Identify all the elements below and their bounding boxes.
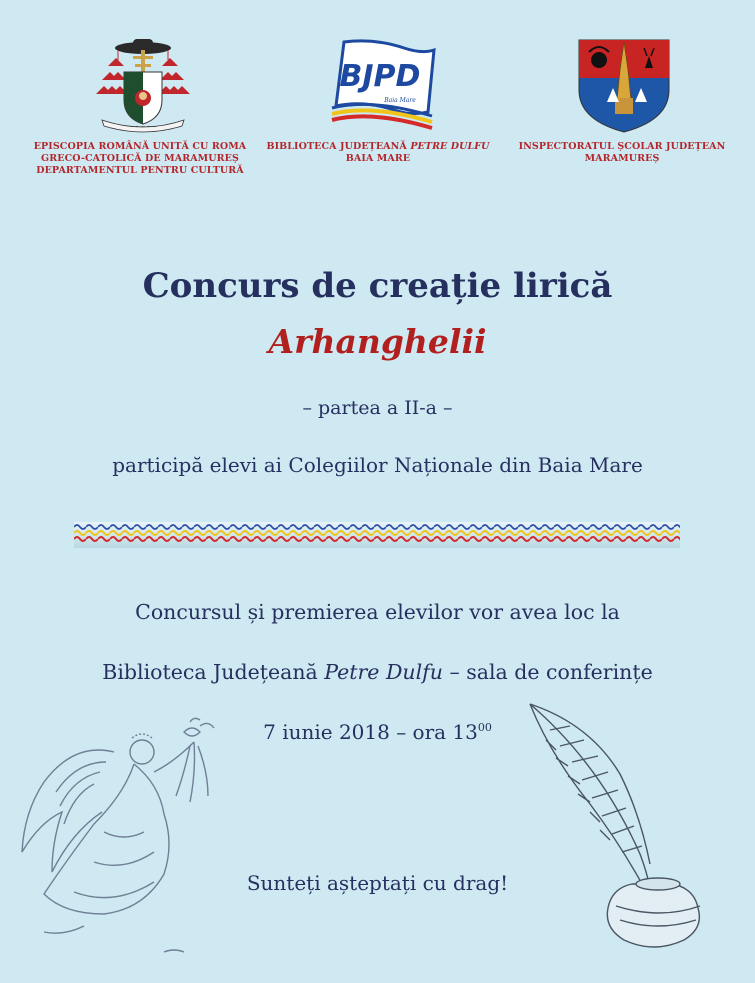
right-logo-caption — [507, 141, 737, 165]
svg-text:~ ~ ~ ~ ~: ~ ~ ~ ~ ~ — [129, 124, 157, 130]
episcopal-coat-of-arms-logo — [88, 36, 198, 136]
part-label: – partea a II-a – — [302, 397, 453, 419]
event-date: 7 iunie 2018 – ora $13^{00}$ — [263, 720, 492, 744]
event-info-line-2: Biblioteca Județeană Petre Dulfu – sala de conferințe — [102, 660, 653, 684]
middle-logo-caption — [256, 141, 500, 165]
middle-caption-line-2: BAIA MARE — [345, 153, 411, 164]
left-caption-line-1: EPISCOPIA ROMÂNĂ UNITĂ CU ROMA — [33, 141, 247, 152]
right-caption-line-2: MARAMUREȘ — [584, 153, 660, 164]
bjpd-logo-text: BJPD — [339, 59, 421, 94]
left-logo-caption — [20, 141, 260, 177]
bjpd-logo-subtext: Baia Mare — [384, 97, 416, 104]
archangel-illustration — [14, 712, 244, 962]
participants-line: participă elevi ai Colegiilor Naționale din Baia Mare — [112, 453, 643, 477]
maramures-county-shield — [577, 38, 671, 134]
event-info-line-1: Concursul și premierea elevilor vor avea loc la — [135, 600, 620, 624]
left-caption-line-2: GRECO-CATOLICĂ DE MARAMUREȘ — [41, 153, 239, 164]
page-subtitle: Arhanghelii — [268, 322, 487, 361]
right-caption-line-1: INSPECTORATUL ȘCOLAR JUDEȚEAN — [518, 141, 726, 152]
page-title: Concurs de creație lirică — [142, 266, 613, 306]
decorative-wave-band — [74, 522, 680, 548]
middle-caption-line-1: BIBLIOTECA JUDEȚEANĂ PETRE DULFU — [266, 141, 490, 152]
bjpd-library-logo — [322, 36, 442, 140]
left-caption-line-3: DEPARTAMENTUL PENTRU CULTURĂ — [36, 165, 244, 176]
closing-message: Sunteți așteptați cu drag! — [246, 871, 509, 895]
quill-and-inkwell-illustration — [520, 700, 710, 960]
